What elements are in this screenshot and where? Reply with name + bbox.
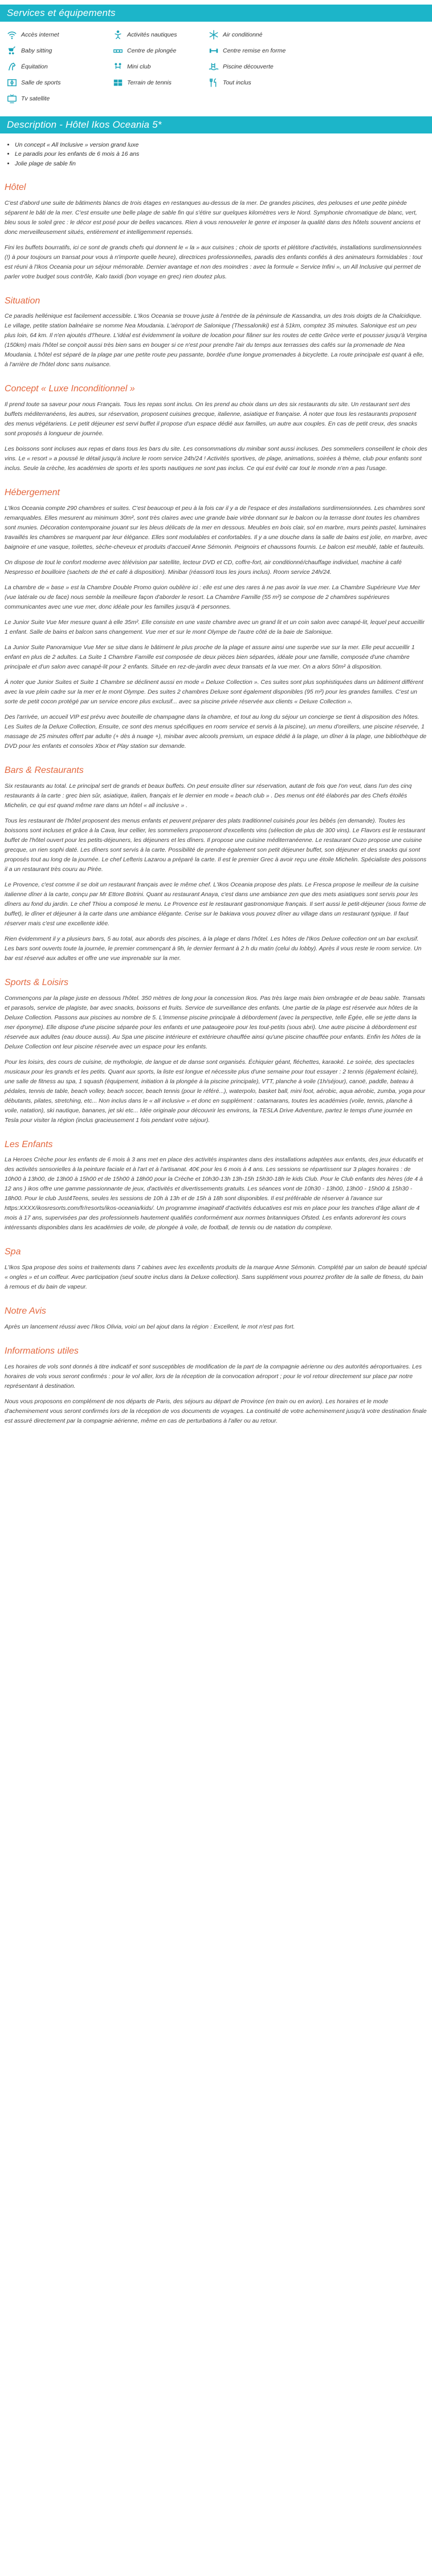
snowflake-icon — [209, 30, 219, 40]
section-header-description: Description - Hôtel Ikos Oceania 5* — [0, 116, 432, 133]
amenity-babysitting: Baby sitting — [7, 44, 113, 57]
paragraph: Commençons par la plage juste en dessous l'hôtel. 350 mètres de long pour la concession Ikos. Pas très large mais bien ombragée et de beau sable. Transats et parasols, service de plagiste, bar avec snacks, boissons et fruits. Service de surveillance des enfants. Une partie de la plage est réservée aux hôtes de la Deluxe Collection. Passons aux piscines au nombre de 5. L'immense piscine principale à débordement (avec la perspective, telle Égée, elle se jette dans la mer éponyme). Elle dispose d'une piscine séparée pour les enfants et une pataugeoire pour les tout-petits (sous abri). Une autre piscine à débordement est réservée aux adultes (eau douce aussi). Au Spa une piscine intérieure et extérieure chauffée ainsi qu'une piscine chauffée pour enfants. Enfin les hôtes de la Deluxe Collection ont leur piscine réservée avec un espace pour les enfants. — [5, 994, 425, 1050]
amenity-heated-pool: Piscine découverte — [209, 60, 317, 73]
wifi-icon — [7, 30, 17, 40]
amenity-aircon: Air conditionné — [209, 29, 317, 41]
paragraph: À noter que Junior Suites et Suite 1 Chambre se déclinent aussi en mode « Deluxe Collection ». Ces suites sont plus sophistiquées dans un bâtiment différent avec la vue plein cadre sur la mer et le mont Olympe. Des suites 2 chambres Deluxe sont également disponibles (95 m²) pour les grandes familles. C'est un sorte de petit cocon protégé par un service encore plus exclusif... avec sa piscine privée réservée aux clients « Deluxe Collection ». — [5, 678, 423, 705]
heading-bars-restaurants: Bars & Restaurants — [5, 765, 84, 775]
paragraph: Pour les loisirs, des cours de cuisine, de mythologie, de langue et de danse sont organisés. Échiquier géant, fléchettes, karaoké. Le soirée, des spectacles musicaux pour les grands et les petits. Quant aux sports, la liste est longue et nécessite plus d'une semaine pour tout essayer : 2 tennis (également éclairé), une salle de fitness au spa, 1 squash (équipement, initiation à la plongée à la piscine principale), VTT, planche à voile (1h/séjour), canoë, paddle, bateau à pédales, tennis de table, beach volley, beach soccer, beach tennis (pour le référé...), waterpolo, basket ball, mini foot, aérobic, aqua aérobic, zumba, yoga pour débutants, pilates, stretching, etc... Non inclus dans le « all inclusive » et donc en supplément : catamarans, toutes les académies (voile, tennis, planche à voile, natation), ski nautique, bananes, jet ski etc... Idée originale pour découvrir les environs, la TESLA Drive Adventure, partez le temps d'une journée en Tesla pour visiter la région (inclus gracieusement 1 fois pendant votre séjour). — [5, 1058, 426, 1124]
heading-situation: Situation — [5, 295, 40, 306]
paragraph: Après un lancement réussi avec l'Ikos Olivia, voici un bel ajout dans la région : Excellent, le mot n'est pas fort. — [5, 1323, 295, 1330]
heading-enfants: Les Enfants — [5, 1139, 53, 1149]
amenity-fitness: Centre remise en forme — [209, 44, 317, 57]
amenity-tennis: Terrain de tennis — [113, 76, 209, 89]
paragraph: C'est d'abord une suite de bâtiments blancs de trois étages en restanques au-dessus de la mer. De grandes piscines, des pelouses et une petite pinède séparent le bâti de la mer. C'est ensuite une belle plage de sable fin qui s'étire sur quelques kilomètres vers le Nord. Symphonie chromatique de blanc, vert, bleu sous le soleil grec : le décor est posé pour de belles vacances. Rien à vous renouveler le genre et imposer la qualité dans des hôtels souvent anciens et donc merveilleusement situés, entièrement et intelligemment repensés. — [5, 199, 421, 236]
paragraph: Rien évidemment il y a plusieurs bars, 5 au total, aux abords des piscines, à la plage et dans l'hôtel. Les hôtes de l'Ikos Deluxe collection ont un bar exclusif. Les bars sont ouverts toute la journée, le premier commençant à 9h, le dernier fermant à 2 h du matin (celui du lobby). Après il vous reste le room service. Un bar est réservé aux adultes et offre une vue imprenable sur la mer. — [5, 935, 422, 962]
stroller-icon — [7, 46, 17, 56]
heading-sports-loisirs: Sports & Loisirs — [5, 977, 69, 987]
paragraph: L'Ikos Oceania compte 290 chambres et suites. C'est beaucoup et peu à la fois car il y a de l'espace et des installations surdimensionnées. Les chambres sont remarquables. Elles mesurent au minimum 30m², sont très claires avec une grande baie vitrée donnant sur le balcon ou la terrasse dont toutes les chambres sont munies. Décoration contemporaine jouant sur les bleus délicats de la mer en dessous. Meubles en bois clair, sol en marbre, murs peints pastel, luminaires travaillés les chambres se marquent par leur élégance. Elles sont modulables et confortables. Il y a une douche dans la salle de bains est jolie, en marbre, avec baignoire et une vasque, toilettes, sèche-cheveux et produits d'accueil Anne Sémonin. Peignoirs et chaussons fournis. Le balcon est meublé, table et fauteuils. — [5, 504, 427, 550]
paragraph: L'Ikos Spa propose des soins et traitements dans 7 cabines avec les excellents produits de la marque Anne Sémonin. Complété par un salon de beauté spécial « ongles » et un coiffeur. Avec participation (seul soutre inclus dans la Deluxe collection). Sans supplément vous pourrez profiter de la salle de fitness, du bain à remous et du bain de vapeur. — [5, 1264, 427, 1291]
tennis-court-icon — [113, 78, 123, 88]
paragraph: La Junior Suite Panoramique Vue Mer se situe dans le bâtiment le plus proche de la plage et assure ainsi une superbe vue sur la mer. Elle peut accueillir 1 enfant en plus de 2 adultes. La Suite 1 Chambre Famille est composée de deux pièces bien séparées, idéale pour une famille, composée d'une chambre principale et d'un salon avec canapé-lit pour 2 enfants. Située en rez-de-jardin avec deux transats et la vue mer. On a alors 50m² à disposition. — [5, 643, 415, 670]
list-item: • Un concept « All Inclusive » version grand luxe — [15, 140, 432, 149]
cutlery-icon — [209, 78, 219, 88]
amenity-all-inclusive: Tout inclus — [209, 76, 317, 89]
amenity-tv: Tv satellite — [7, 92, 113, 105]
paragraph: Nous vous proposons en complément de nos départs de Paris, des séjours au départ de Province (en train ou en avion). Les horaires et le mode d'acheminement vous seront confirmés lors de la réception de vos documents de voyages. La continuité de votre acheminement jusqu'à votre destination finale est assuré directement par la compagnie aérienne, même en cas de perturbations à l'aller ou au retour. — [5, 1398, 427, 1424]
tv-icon — [7, 94, 17, 104]
heading-informations-utiles: Informations utiles — [5, 1346, 79, 1356]
paragraph: La chambre de « base » est la Chambre Double Promo quion oublière ici : elle est une des rares à ne pas avoir la vue mer. La Chambre Supérieure Vue Mer (vue latérale ou de face) nous semble la meilleure façon d'aborder le resort. La Chambre Famille (55 m²) se compose de 2 chambres supérieures communicantes avec une vue mer, donc idéale pour les familles jusqu'à 4 personnes. — [5, 584, 420, 610]
highlights-list — [15, 140, 432, 168]
amenity-sports-hall: Salle de sports — [7, 76, 113, 89]
kids-activities-icon — [113, 30, 123, 40]
dumbbell-icon — [209, 46, 219, 56]
list-item: • Le paradis pour les enfants de 6 mois à 16 ans — [15, 149, 432, 159]
paragraph: Des l'arrivée, un accueil VIP est prévu avec bouteille de champagne dans la chambre, et tout au long du séjour un concierge se tient à disposition des hôtes. Les Suites de la Deluxe Collection, Ensuite, ce sont des menus spécifiques en room service et servis à la piscine), un menu d'oreillers, une piscine réservée, 1 massage de 25 minutes offert par adulte (+ dès à nuage +), minibar avec alcools premium, un espace dédié à la plage, un dîner à la plage, une bibliothèque de DVD pour les enfants et consoles Xbox et Play station sur demande. — [5, 713, 427, 750]
paragraph: Six restaurants au total. Le principal sert de grands et beaux buffets. On peut ensuite dîner sur réservation, autant de fois que l'on veut, dans l'un des cinq restaurants à la carte : grec bien sûr, asiatique, italien, français et le dernier en mode « beach club » . Des menus ont été élaborés par des Chefs étoilés Michelin, ce qui est quand même rare dans un hôtel « all inclusive » . — [5, 782, 412, 809]
diving-icon — [113, 46, 123, 56]
paragraph: Le Junior Suite Vue Mer mesure quant à elle 35m². Elle consiste en une vaste chambre avec un grand lit et un coin salon avec canapé-lit, lequel peut accueillir 1 enfant. Salle de bains et balcon sans changement. Vue mer et sur le mont Olympe de l'autre côté de la baie de Salonique. — [5, 618, 425, 635]
paragraph: La Heroes Crèche pour les enfants de 6 mois à 3 ans met en place des activités inspirantes dans des installations adaptées aux enfants, des jeux éducatifs et des activités sensorielles à la peinture faciale et à l'art et à l'artisanat. 40€ pour les 6 mois à 4 ans. Les sessions se répartissent sur 3 plages horaires : de 10h00 à 13h00, de 13h00 à 15h00 et de 15h00 à 18h00 pour la Crèche et 10h30-13h 13h-15h 15h30-18h le kids Club. Pour le Club enfants des hères (de 4 à 12 ans ) ikos offre une gamme passionnante de jeux, d'activités et divertissements gratuits. Les séances vont de 10h30 - 13h00, 13h00 - 15h00 & 15h30 - 18h00. Pour le club Just4Teens, seules les sessions de 10h à 13h et de 15h à 18h sont disponibles. Il est préférable de réserver à l'avance sur https:XXXX/ikosresorts.com/fr/resorts/ikos-oceania/kids/. Un programme imaginatif d'activités éducatives est mis en place pour les tranches d'âge allant de 4 mois à 17 ans, supervisées par des professionnels hautement qualifiés conformément aux normes britanniques Ofsted. Les enfants adoreront les cours intéressants disponibles dans les académies de voile, de plongée à voile, de football, de tennis ou de natation du complexe. — [5, 1156, 423, 1232]
amenity-kids: Activités nautiques — [113, 29, 209, 41]
paragraph: Ce paradis hellénique est facilement accessible. L'Ikos Oceania se trouve juste à l'entrée de la péninsule de Kassandra, un des trois doigts de la Chalcidique. Le village, petite station balnéaire se nomme Nea Moudania. L'aéroport de Salonique (Thessaloniki) est à 51km, comptez 35 minutes. Salonique est un peu plus loin, 64 km. Il n'en ajoutés d'l'heure. L'idéal est évidemment la voiture de location pour flâner sur les routes de cette Grèce verte et pousser jusqu'à Vergina (150km) mais l'hôtel se conçoit aussi très bien sans en bouger si ce n'est pour prendre l'air du temps aux terrasses des cafés sur la promenade de Nea Moudania. L'hôtel est séparé de la plage par une petite route peu passante, bordée d'une longue promenades à bicyclette. La route principale est quant à elle, à l'arrière de l'hôtel donc sans nuisance. — [5, 313, 427, 368]
amenity-wifi: Accès internet — [7, 29, 113, 41]
sports-hall-icon — [7, 78, 17, 88]
horse-icon — [7, 62, 17, 72]
amenity-riding: Équitation — [7, 60, 113, 73]
paragraph: Les boissons sont incluses aux repas et dans tous les bars du site. Les consommations du minibar sont aussi incluses. Des sommeliers conseillent le choix des vins. Le « resort » a poussé le détail jusqu'à inclure le room service 24h/24 ! Activités sportives, de plage, animations, soirées à thème, club pour enfants sont inclus. Seule la crèche, les académies de sports et les sports nautiques ne sont pas inclus. Ce qui est évité car tout le monde n'en a pas l'usage. — [5, 445, 427, 472]
amenities-grid — [0, 29, 432, 105]
section-header-services: Services et équipements — [0, 5, 432, 22]
paragraph: On dispose de tout le confort moderne avec télévision par satellite, lecteur DVD et CD, coffre-fort, air conditionné/chauffage individuel, machine à café Nespresso et bouilloire (sachets de thé et café à disposition). Minibar (réassorti tous les jours inclus). Room service 24h/24. — [5, 558, 402, 576]
heading-notre-avis: Notre Avis — [5, 1306, 46, 1317]
amenity-miniclub: Mini club — [113, 60, 209, 73]
paragraph: Les horaires de vols sont donnés à titre indicatif et sont susceptibles de modification de la part de la compagnie aérienne ou des autorités aéroportuaires. Les horaires de vols vous seront confirmés : pour le vol aller, lors de la réception de la convocation aéroport ; pour le vol retour directement sur place par notre représentant à destination. — [5, 1363, 422, 1390]
paragraph: Le Provence, c'est comme il se doit un restaurant français avec le même chef. L'Ikos Oceania propose des plats. Le Fresca propose le meilleur de la cuisine italienne dîner à la carte, conçu par Mr Ettore Botrini. Quant au restaurant Anaya, c'est dans une ambiance zen que des mets asiatiques sont servis pour les dîners au fond du jardin. Le chef Thiou a composé le menu. Le Provence est le restaurant gastronomique français. Il sert aussi le petit-déjeuner (sous forme de buffet), le dîner et déjeuner à la carte dans une ambiance élégante. Cerise sur le bakiava vous pouvez dîner au village dans un restaurant typique. Il faut réserver mais c'est une excellente idée. — [5, 881, 426, 927]
paragraph: Il prend toute sa saveur pour nous Français. Tous les repas sont inclus. On les prend au choix dans un des six restaurants du site. Un restaurant sert des buffets méditerranéens, les autres, sur réservation, proposent cuisines grecque, italienne, asiatique et française. À noter que tous les restaurants proposent des menus végétariens. Le petit déjeuner est servi buffet il propose d'un espace dédié aux familles, un autre aux couples. En cas de petit creux, des snacks sont proposés à longueur de journée. — [5, 401, 418, 438]
paragraph: Tous les restaurant de l'hôtel proposent des menus enfants et peuvent préparer des plats traditionnel cuisinés pour les bébés (en demande). Toutes les boissons sont incluses et grâce à la Cava, leur cellier, les sommeliers proposeront d'excellents vins (sélection de plus de 300 vins). Le Flavors est le restaurant buffet de l'hôtel ouvert pour les petits-déjeuners, les déjeuners et les dîners. Il propose une cuisine méditerranéenne. Le restaurant Ouzo propose une cuisine grecque, un rien sophi daté. Les dîners sont servis à la carte. Possibilité de prendre également son petit déjeuner buffet, son déjeuner et des snacks qui sont proposés tout au long de la journée. Le chef Lefteris Lazarou a préparé la carte. Il est le premier Grec à avoir reçu une étoile Michelin. Spécialiste des poissons il a un restaurant très couru au Pirée. — [5, 817, 427, 873]
list-item: • Jolie plage de sable fin — [15, 159, 432, 168]
pool-icon — [209, 62, 219, 72]
miniclub-icon — [113, 62, 123, 72]
amenity-diving: Centre de plongée — [113, 44, 209, 57]
heading-hotel: Hôtel — [5, 182, 26, 192]
heading-spa: Spa — [5, 1247, 21, 1257]
heading-hebergement: Hébergement — [5, 488, 60, 498]
heading-concept: Concept « Luxe Inconditionnel » — [5, 384, 135, 394]
paragraph: Fini les buffets bourratifs, ici ce sont de grands chefs qui donnent le « la » aux cuisines ; choix de sports et plétitore d'activités, installations surdimensionnées (!) à pour toujours un transat pour vous à n'importe quelle heure), directrices professionnelles, paradis des enfants confiés à des animateurs formidables : tout est réuni à l'Ikos Oceania pour un séjour mémorable. Dernier avantage et non des moindres : avec la formule « Service Infini », un All Inclusive qui permet de parler votre budget sous contrôle, Kalo taxidi (bon voyage en grec) rien doutez plus. — [5, 244, 423, 280]
